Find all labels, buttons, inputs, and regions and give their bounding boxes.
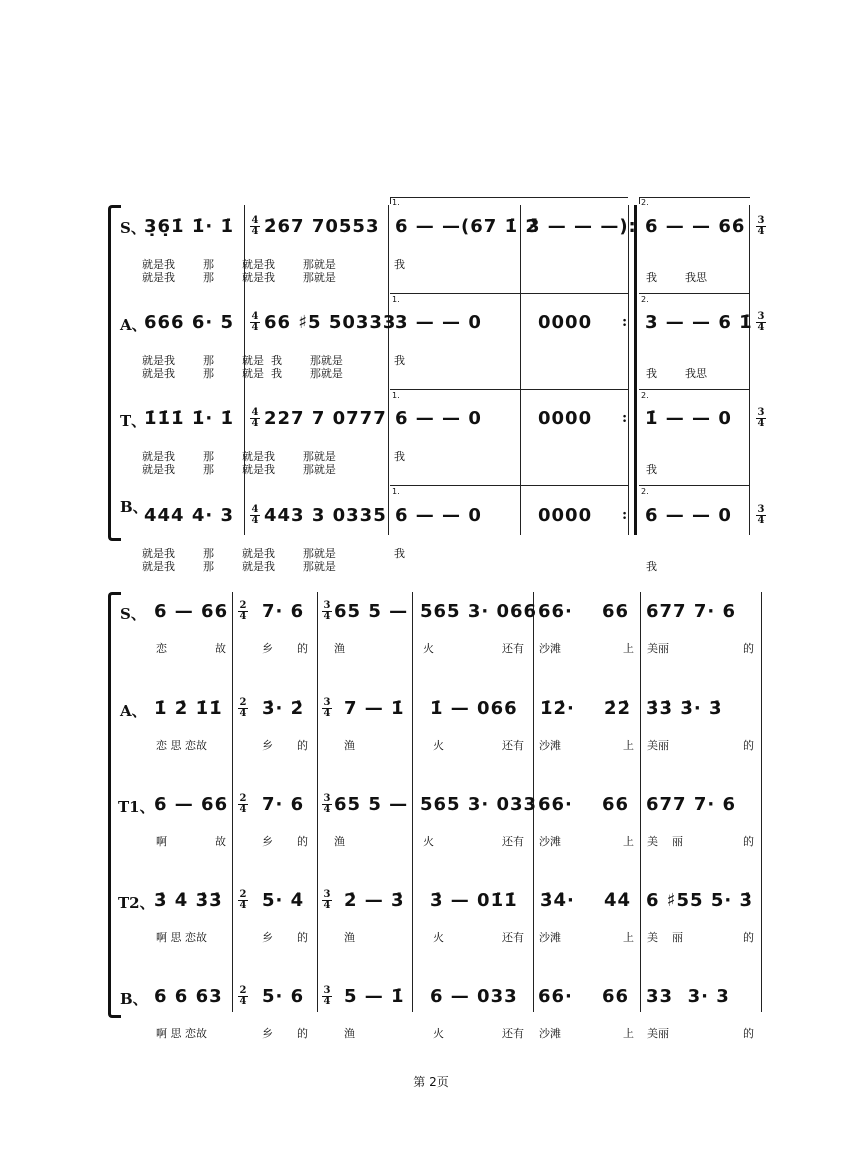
barline [628,205,629,535]
measure: 677 7· 6 [646,601,736,622]
time-signature: 2 4 [239,889,247,911]
measure: 2̇ — 3̇ [344,890,405,911]
measure: 443 3 0335 [264,505,387,526]
measure: 6 — — 66̇ [645,216,746,237]
measure: 65 5 — [334,601,409,622]
part-label: A、 [120,702,147,720]
part-label: T2、 [118,894,155,912]
part-label: B、 [120,990,148,1008]
lyric: 乡 [262,931,273,944]
lyric: 火 [433,931,444,944]
volta-1-label: 1. [392,198,400,207]
lyric: 沙滩 [539,739,561,752]
lyric: 火 [433,1027,444,1040]
measure: 3̇4̇· 4̇4̇ [540,890,632,911]
time-signature: 3 4 [757,407,765,429]
part-label: A、 [120,316,147,334]
lyric-line: 就是我 那 就是我 那就是 [142,450,336,463]
volta-label: 1. [392,391,400,400]
measure: 6 — 66 [154,794,229,815]
measure: 7 — 1̇ [344,698,405,719]
lyric: 上 [623,931,634,944]
measure: 1̇ — 066 [430,698,518,719]
measure: 3̇ — 01̇1̇ [430,890,518,911]
lyric: 渔 [334,835,345,848]
lyric: 乡 [262,642,273,655]
time-signature: 3 4 [757,215,765,237]
measure: 7· 6 [262,601,305,622]
measure: 0000 [538,408,593,429]
lyric: 美 丽 [647,931,683,944]
lyric: 乡 [262,739,273,752]
volta-2-label: 2. [641,198,649,207]
time-signature: 2 4 [239,793,247,815]
volta-separator [390,389,628,390]
lyric: 的 [743,931,754,944]
lyric: 的 [297,931,308,944]
lyric: 还有 [502,642,524,655]
time-signature: 3 4 [757,311,765,333]
lyric: 的 [743,835,754,848]
lyric: 上 [623,739,634,752]
measure: 3̇ — — —): [527,216,637,237]
lyric: 火 [423,835,434,848]
volta-separator [390,485,628,486]
lyric: 啊 [156,835,167,848]
lyric: 上 [623,1027,634,1040]
time-signature: 3 4 [757,504,765,526]
measure: 0000 [538,505,593,526]
measure: 5· 6 [262,986,305,1007]
measure: 5· 4̇ [262,890,305,911]
lyric-line: 我 [394,354,405,367]
lyric: 还有 [502,835,524,848]
measure: 6 — — 0 [645,505,732,526]
measure: 444 4· 3 [144,505,234,526]
lyric: 沙滩 [539,642,561,655]
lyric: 的 [297,642,308,655]
lyric: 渔 [334,642,345,655]
part-label: B、 [120,498,148,516]
lyric: 火 [423,642,434,655]
lyric: 美 丽 [647,835,683,848]
lyric: 美丽 [647,642,669,655]
lyric-line: 就是我 那 就是我 那就是 [142,258,336,271]
lyric-line: 我 [646,463,657,476]
part-label: T、 [120,412,147,430]
measure: 66· 66 [538,601,630,622]
lyric: 的 [297,1027,308,1040]
lyric: 啊 思 恋故 [156,931,207,944]
lyric: 的 [297,835,308,848]
time-signature: 2 4 [239,600,247,622]
measure: 1̇2̇· 2̇2̇ [540,698,632,719]
volta-separator [639,485,749,486]
volta-label: 2. [641,391,649,400]
measure: 7· 6 [262,794,305,815]
part-label: S、 [120,605,146,623]
measure: 3̣6̣1̇ 1̇· 1̇ [144,216,234,237]
lyric: 恋 思 恋故 [156,739,207,752]
part-label: S、 [120,219,146,237]
lyric-line: 就是我 那 就是我 那就是 [142,271,336,284]
measure: 1̇ 2̇ 1̇1̇ [154,698,223,719]
lyric-line: 就是我 那 就是 我 那就是 [142,354,343,367]
lyric: 沙滩 [539,1027,561,1040]
volta-2-bracket [639,197,750,204]
measure: 66· 66 [538,986,630,1007]
lyric-line: 我 [394,258,405,271]
barline [761,592,762,1012]
time-signature: 3 4 [323,985,331,1007]
lyric: 上 [623,642,634,655]
measure: 3̇· 2̇ [262,698,305,719]
measure: 65 5 — [334,794,409,815]
lyric: 火 [433,739,444,752]
measure: 2̇67 70553 [264,216,380,237]
lyric: 的 [297,739,308,752]
measure: 666 6· 5 [144,312,234,333]
lyric: 恋 [156,642,167,655]
lyric: 还有 [502,1027,524,1040]
measure: 1̇ — — 0 [645,408,732,429]
measure: 1̇1̇1̇ 1̇· 1̇ [144,408,234,429]
lyric: 渔 [344,931,355,944]
lyric: 渔 [344,739,355,752]
lyric-line: 就是我 那 就是我 那就是 [142,547,336,560]
repeat-barline [634,205,637,535]
volta-separator [390,293,628,294]
lyric: 还有 [502,931,524,944]
lyric: 上 [623,835,634,848]
repeat-dots: : [622,507,628,523]
lyric: 沙滩 [539,931,561,944]
lyric: 美丽 [647,739,669,752]
barline [317,592,318,1012]
time-signature: 3 4 [323,889,331,911]
lyric: 故 [215,835,226,848]
page-number: 第 2页 [413,1075,449,1089]
volta-separator [639,389,749,390]
time-signature: 3 4 [323,793,331,815]
measure: 6 ♯55 5· 3̇ [646,890,753,911]
measure: 227 7 0777 [264,408,387,429]
lyric-line: 就是我 那 就是我 那就是 [142,463,336,476]
volta-separator [639,293,749,294]
time-signature: 2 4 [239,985,247,1007]
time-signature: 4 4 [251,215,259,237]
lyric-line: 我 [646,560,657,573]
repeat-dots: : [622,410,628,426]
time-signature: 2 4 [239,697,247,719]
barline [640,592,641,1012]
measure: 0000 [538,312,593,333]
volta-label: 2. [641,487,649,496]
measure: 565 3· 066 [420,601,538,622]
measure: 6 — 66 [154,601,229,622]
system1-brace [108,205,121,541]
measure: 3 — — 0 [395,312,482,333]
lyric-line: 我 我思 [646,367,707,380]
lyric-line: 就是我 那 就是我 那就是 [142,560,336,573]
time-signature: 4 4 [251,504,259,526]
measure: 6 6 63 [154,986,223,1007]
measure: 677 7· 6 [646,794,736,815]
measure: 6 — — 0 [395,505,482,526]
measure: 6 — — 0 [395,408,482,429]
barline [412,592,413,1012]
lyric: 渔 [344,1027,355,1040]
lyric: 沙滩 [539,835,561,848]
lyric: 的 [743,739,754,752]
measure: 3 — — 6 1̇ [645,312,753,333]
lyric-line: 我 [394,450,405,463]
lyric: 乡 [262,1027,273,1040]
measure: 6 — —(67 1̇ 2̇ [395,216,539,237]
lyric-line: 我 我思 [646,271,707,284]
lyric: 乡 [262,835,273,848]
barline [749,205,750,535]
measure: 6 — 033 [430,986,518,1007]
lyric: 啊 思 恋故 [156,1027,207,1040]
lyric: 的 [743,1027,754,1040]
volta-1-bracket [390,197,628,204]
time-signature: 3 4 [323,600,331,622]
volta-label: 1. [392,295,400,304]
lyric-line: 我 [394,547,405,560]
barline [232,592,233,1012]
time-signature: 4 4 [251,407,259,429]
lyric: 美丽 [647,1027,669,1040]
measure: 3̇3̇ 3̇· 3̇ [646,698,723,719]
lyric-line: 就是我 那 就是 我 那就是 [142,367,343,380]
time-signature: 3 4 [323,697,331,719]
measure: 5 — 1̇ [344,986,405,1007]
volta-label: 1. [392,487,400,496]
lyric: 的 [743,642,754,655]
measure: 565 3· 033 [420,794,538,815]
measure: 33 3· 3 [646,986,730,1007]
barline [388,205,389,535]
lyric: 故 [215,642,226,655]
volta-label: 2. [641,295,649,304]
lyric: 还有 [502,739,524,752]
part-label: T1、 [118,798,155,816]
time-signature: 4 4 [251,311,259,333]
measure: 66· 66 [538,794,630,815]
repeat-dots: : [622,314,628,330]
measure: 3̇ 4̇ 3̇3̇ [154,890,223,911]
measure: 66 ♯5 50333 [264,312,397,333]
